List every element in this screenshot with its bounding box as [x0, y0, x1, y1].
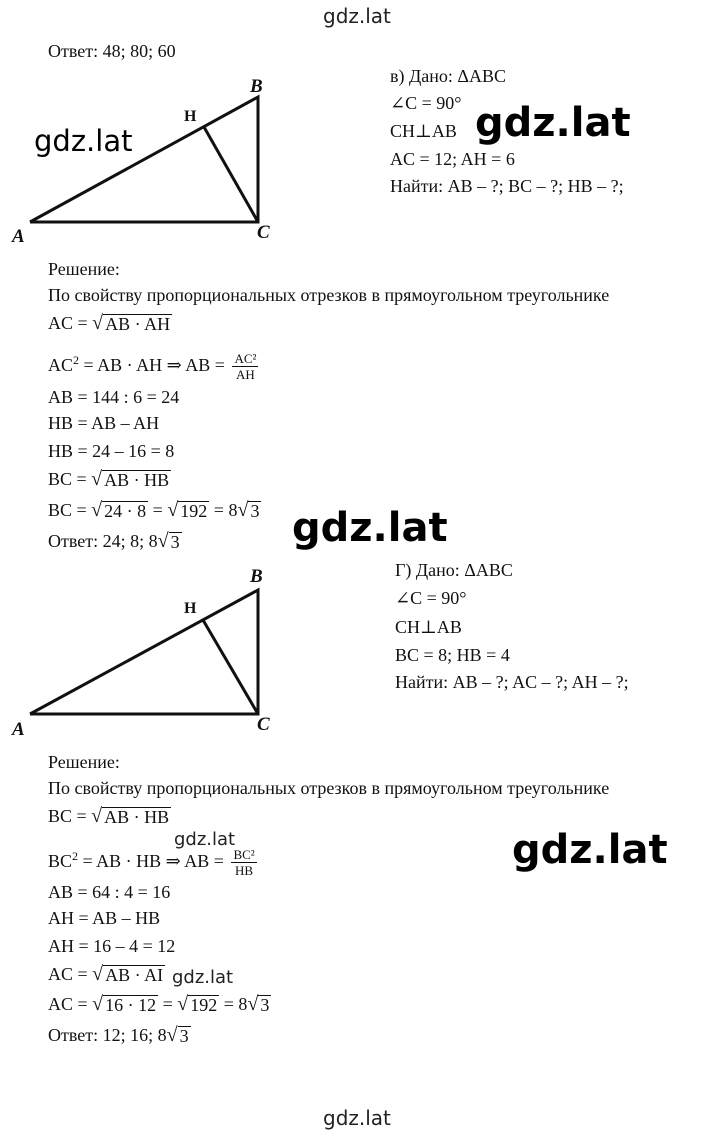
numerator: AC²	[234, 351, 257, 367]
sqrt: √ AB · AI	[92, 963, 164, 985]
solution-g-line-1	[48, 805, 171, 827]
text: BC =	[48, 500, 92, 520]
text: AC =	[48, 313, 93, 333]
vertex-label-h: H	[184, 600, 197, 617]
sqrt: √ 192	[167, 499, 208, 521]
solution-g-line-7	[48, 993, 271, 1015]
given-g-line-2: ∠C = 90°	[395, 588, 467, 608]
numerator: BC²	[233, 847, 255, 863]
watermark-small-1: gdz.lat	[174, 829, 236, 850]
fraction	[232, 351, 258, 382]
radicand: 192	[190, 995, 218, 1015]
given-v-line-5: Найти: AB – ?; BC – ?; HB – ?;	[390, 176, 624, 196]
sqrt: √ 3	[247, 993, 270, 1015]
sqrt: √ 3	[157, 530, 180, 552]
solution-g-line-5: AH = 16 – 4 = 12	[48, 936, 176, 956]
vertex-label-c: C	[257, 714, 270, 735]
radicand: 3	[260, 995, 270, 1015]
text: BC =	[48, 806, 92, 826]
radicand: 16 · 12	[105, 995, 157, 1015]
radicand: 3	[170, 532, 180, 552]
watermark-top: gdz.lat	[323, 4, 391, 28]
altitude-ch	[204, 127, 258, 222]
radicand: 3	[250, 501, 260, 521]
given-g-line-4: BC = 8; HB = 4	[395, 645, 510, 665]
radicand: AB · HB	[104, 807, 170, 827]
radicand: AB · HB	[104, 470, 170, 490]
sqrt: √ AB · AH	[92, 312, 171, 334]
solution-v-line-7	[48, 499, 261, 521]
text: Ответ: 12; 16; 8	[48, 1025, 167, 1045]
vertex-label-b: B	[250, 566, 263, 587]
superscript: 2	[72, 849, 79, 863]
watermark-figure-v: gdz.lat	[34, 124, 133, 158]
solution-v-title: Решение:	[48, 259, 120, 279]
solution-v-line-3: AB = 144 : 6 = 24	[48, 387, 180, 407]
answer-v	[48, 530, 182, 552]
vertex-label-a: A	[12, 719, 25, 740]
text: BC =	[48, 469, 92, 489]
radicand: 24 · 8	[104, 501, 147, 521]
text: AC	[48, 355, 74, 375]
solution-g-line-4: AH = AB – HB	[48, 908, 161, 928]
given-v-line-1: в) Дано: ΔABC	[390, 66, 506, 86]
answer-g	[48, 1024, 191, 1046]
solution-v-line-2	[48, 343, 258, 382]
sqrt: √ 16 · 12	[92, 993, 157, 1015]
watermark-bottom: gdz.lat	[323, 1106, 391, 1130]
fraction	[231, 847, 256, 878]
altitude-ch	[203, 620, 258, 714]
sqrt: √ 3	[166, 1024, 189, 1046]
denominator: AH	[236, 367, 255, 383]
text: BC	[48, 851, 73, 871]
triangle-outline	[30, 590, 258, 714]
solution-g-line-6	[48, 963, 165, 985]
watermark-mid: gdz.lat	[292, 505, 448, 551]
watermark-small-2: gdz.lat	[172, 967, 234, 988]
text: AC =	[48, 964, 93, 984]
text: =	[148, 500, 168, 520]
solution-v-property: По свойству пропорциональных отрезков в прямоугольном треугольнике	[48, 285, 610, 305]
radicand: AB · AH	[105, 314, 171, 334]
text: Ответ: 24; 8; 8	[48, 531, 158, 551]
previous-answer: Ответ: 48; 80; 60	[48, 41, 176, 61]
text: = 8	[219, 994, 248, 1014]
given-v-line-2: ∠C = 90°	[390, 93, 462, 113]
sqrt: √ AB · HB	[91, 468, 170, 490]
solution-g-line-3: AB = 64 : 4 = 16	[48, 882, 171, 902]
solution-v-line-1	[48, 312, 172, 334]
text: AC =	[48, 994, 93, 1014]
solution-v-line-5: HB = 24 – 16 = 8	[48, 441, 175, 461]
text: = AB · HB ⇒ AB =	[78, 851, 229, 871]
vertex-label-h: H	[184, 108, 197, 125]
solution-g-property: По свойству пропорциональных отрезков в прямоугольном треугольнике	[48, 778, 610, 798]
superscript: 2	[73, 353, 80, 367]
watermark-right: gdz.lat	[512, 827, 668, 873]
sqrt: √ 192	[177, 993, 218, 1015]
solution-v-line-4: HB = AB – AH	[48, 413, 160, 433]
radicand: AB · AI	[105, 965, 164, 985]
given-g-line-5: Найти: AB – ?; AC – ?; AH – ?;	[395, 672, 629, 692]
sqrt: √ 3	[237, 499, 260, 521]
vertex-label-b: B	[250, 76, 263, 97]
radicand: 192	[180, 501, 208, 521]
text: = AB · AH ⇒ AB =	[79, 355, 230, 375]
vertex-label-c: C	[257, 222, 270, 243]
radicand: 3	[179, 1026, 189, 1046]
text: = 8	[209, 500, 238, 520]
given-v-line-3: CH⊥AB	[390, 121, 457, 141]
solution-v-line-6	[48, 468, 171, 490]
solution-g-title: Решение:	[48, 752, 120, 772]
given-g-line-1: Г) Дано: ΔABC	[395, 560, 513, 580]
triangle-figure-g	[0, 560, 300, 750]
sqrt: √ AB · HB	[91, 805, 170, 827]
watermark-given-v: gdz.lat	[475, 100, 631, 146]
given-g-line-3: CH⊥AB	[395, 617, 462, 637]
vertex-label-a: A	[12, 226, 25, 247]
given-v-line-4: AC = 12; AH = 6	[390, 149, 515, 169]
denominator: HB	[235, 863, 254, 879]
text: =	[158, 994, 178, 1014]
sqrt: √ 24 · 8	[91, 499, 147, 521]
